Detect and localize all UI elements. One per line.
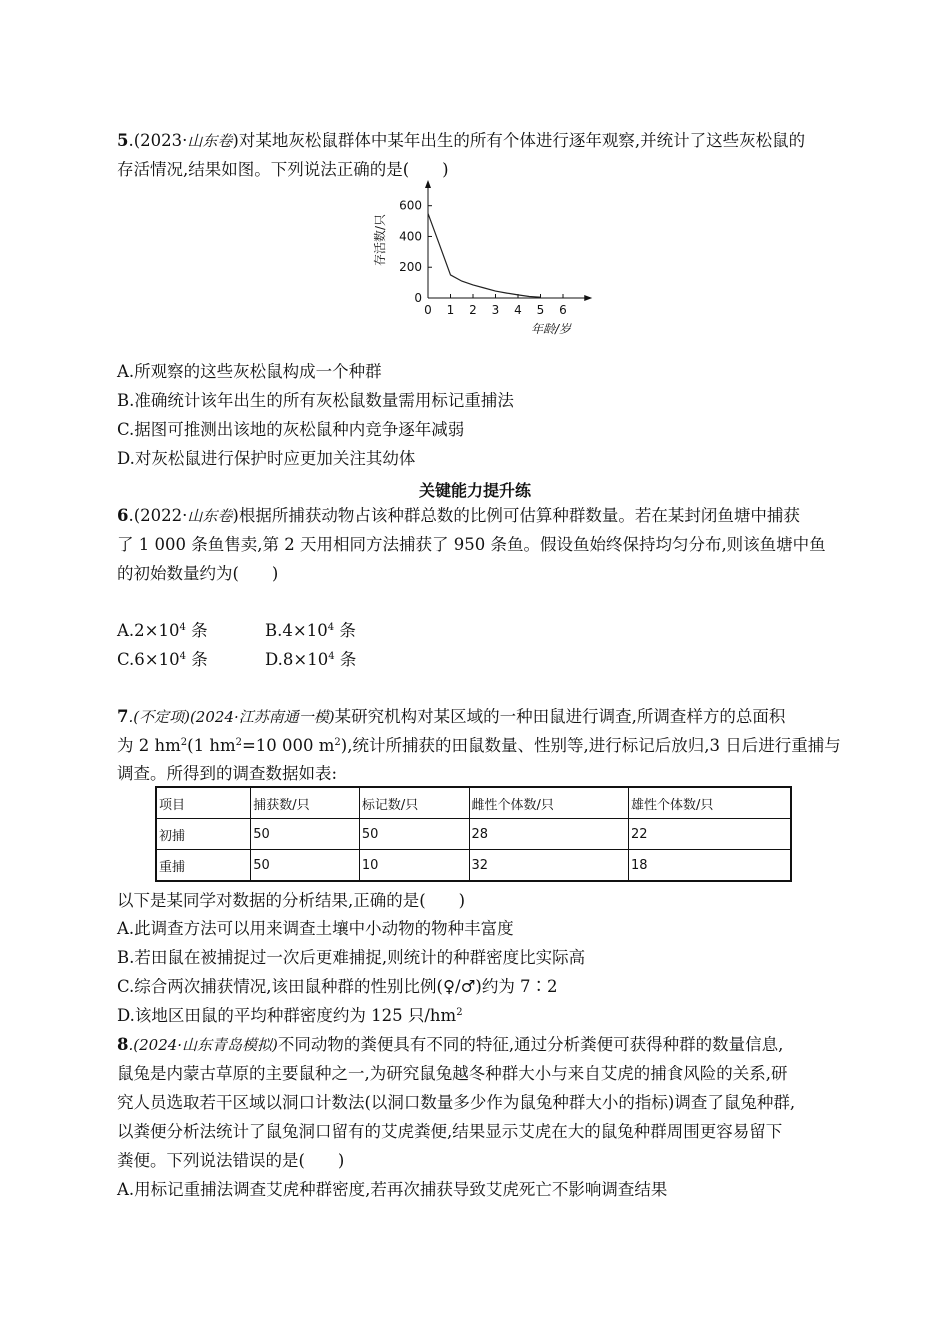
q5-source-name: 山东卷 (187, 132, 233, 150)
q8-line-1 (117, 1034, 783, 1056)
q8-line-4: 以粪便分析法统计了鼠兔洞口留有的艾虎粪便,结果显示艾虎在大的鼠兔种群周围更容易留下 (117, 1122, 783, 1141)
y-tick-label: 0 (414, 291, 422, 305)
y-axis-arrow (425, 180, 431, 188)
q6-option-b-exp: 4 (327, 622, 335, 633)
q7-line-3: 调查。所得到的调查数据如表: (117, 764, 338, 783)
table-header-cell: 雌性个体数/只 (469, 787, 628, 819)
q6-option-b-unit: 条 (334, 621, 356, 640)
table-cell: 10 (359, 850, 469, 882)
table-header-cell: 项目 (156, 787, 251, 819)
q5-line-2: 存活情况,结果如图。下列说法正确的是( ) (117, 160, 449, 179)
q8-line-3: 究人员选取若干区域以洞口计数法(以洞口数量多少作为鼠兔种群大小的指标)调查了鼠兔种群, (117, 1093, 796, 1112)
q7-after-table: 以下是某同学对数据的分析结果,正确的是( ) (117, 891, 466, 910)
q5-source-open: .(2023· (128, 131, 188, 150)
q6-option-d-unit: 条 (334, 650, 357, 669)
table-row (156, 819, 791, 850)
q6-source-open: .(2022· (128, 506, 188, 525)
table-cell: 50 (359, 819, 469, 850)
x-axis-arrow (584, 295, 592, 301)
q6-line-1 (117, 505, 800, 527)
q8-line-5: 粪便。下列说法错误的是( ) (117, 1151, 345, 1170)
q7-stem-1: 某研究机构对某区域的一种田鼠进行调查,所调查样方的总面积 (334, 707, 786, 726)
q7-option-d-text: D.该地区田鼠的平均种群密度约为 125 只/hm (117, 1006, 457, 1025)
q6-option-d-exp: 4 (328, 651, 335, 662)
q6-line-3: 的初始数量约为( ) (117, 564, 279, 583)
chart-series (428, 213, 541, 297)
x-axis-label: 年龄/岁 (530, 322, 571, 336)
q6-option-d (265, 649, 356, 671)
q6-stem-1: )根据所捕获动物占该种群总数的比例可估算种群数量。若在某封闭鱼塘中捕获 (232, 506, 800, 525)
table-row (156, 850, 791, 882)
q6-option-b-base: B.4×10 (265, 621, 328, 640)
q6-option-c-exp: 4 (179, 651, 186, 662)
q7-m: =10 000 m (241, 736, 335, 755)
q8-line-2: 鼠兔是内蒙古草原的主要鼠种之一,为研究鼠兔越冬种群大小与来自艾虎的捕食风险的关系,研 (117, 1064, 788, 1083)
x-tick-label: 5 (536, 303, 545, 317)
chart-axes (425, 180, 592, 301)
q5-stem-1: )对某地灰松鼠群体中某年出生的所有个体进行逐年观察,并统计了这些灰松鼠的 (232, 131, 806, 150)
q6-option-a-unit: 条 (185, 621, 208, 640)
table-cell: 初捕 (156, 819, 251, 850)
q7-line-1 (117, 706, 785, 728)
q6-option-a-exp: 4 (179, 622, 186, 633)
table-cell: 重捕 (156, 850, 251, 882)
table-cell: 32 (469, 850, 628, 882)
q5-option-b: B.准确统计该年出生的所有灰松鼠数量需用标记重捕法 (117, 391, 514, 410)
q7-sup-b: 2 (235, 737, 242, 748)
survival-line (428, 213, 541, 297)
q7-source: .(不定项)(2024·江苏南通一模) (128, 708, 335, 726)
survey-table (155, 786, 792, 882)
x-tick-label: 2 (469, 303, 477, 317)
survival-chart (360, 180, 610, 340)
q8-number: 8 (117, 1035, 129, 1054)
q5-option-d: D.对灰松鼠进行保护时应更加关注其幼体 (117, 449, 416, 468)
table-cell: 18 (629, 850, 792, 882)
q7-hm: (1 hm (187, 736, 236, 755)
x-tick-label: 1 (446, 303, 455, 317)
q7-area: 为 2 hm (117, 736, 181, 755)
q7-option-b: B.若田鼠在被捕捉过一次后更难捕捉,则统计的种群密度比实际高 (117, 948, 586, 967)
q5-line-1 (117, 130, 805, 152)
q7-option-d-sup: 2 (456, 1007, 463, 1018)
x-tick-label: 3 (491, 303, 500, 317)
q5-option-c: C.据图可推测出该地的灰松鼠种内竞争逐年减弱 (117, 420, 465, 439)
table-header-cell: 雄性个体数/只 (629, 787, 792, 819)
x-tick-label: 6 (559, 303, 567, 317)
section-title: 关键能力提升练 (418, 481, 531, 500)
table-cell: 28 (469, 819, 628, 850)
q7-sup-c: 2 (334, 737, 341, 748)
q7-option-a: A.此调查方法可以用来调查土壤中小动物的物种丰富度 (117, 919, 514, 938)
q6-option-c (117, 649, 208, 671)
q6-option-a-base: A.2×10 (117, 621, 180, 640)
q8-source: .(2024·山东青岛模拟) (128, 1036, 278, 1054)
table-header-row (156, 787, 791, 819)
y-tick-label: 400 (399, 229, 422, 244)
q7-option-d (117, 1005, 463, 1027)
x-tick-label: 4 (514, 303, 522, 317)
q8-option-a: A.用标记重捕法调查艾虎种群密度,若再次捕获导致艾虎死亡不影响调查结果 (117, 1180, 668, 1199)
q6-option-d-base: D.8×10 (265, 650, 329, 669)
q6-line-2: 了 1 000 条鱼售卖,第 2 天用相同方法捕获了 950 条鱼。假设鱼始终保持均匀分布,则该鱼塘中鱼 (117, 535, 826, 554)
table-cell: 50 (251, 850, 360, 882)
q7-stem-2: ),统计所捕获的田鼠数量、性别等,进行标记后放归,3 日后进行重捕与 (340, 736, 841, 755)
q5-option-a: A.所观察的这些灰松鼠构成一个种群 (117, 362, 382, 381)
y-tick-label: 200 (399, 260, 422, 275)
q8-stem-1: 不同动物的粪便具有不同的特征,通过分析粪便可获得种群的数量信息, (277, 1035, 784, 1054)
q6-number: 6 (117, 506, 129, 525)
chart-ticks (372, 199, 573, 336)
q6-option-c-base: C.6×10 (117, 650, 180, 669)
q7-option-c: C.综合两次捕获情况,该田鼠种群的性别比例(♀/♂)约为 7∶2 (117, 977, 558, 996)
table-header-cell: 捕获数/只 (251, 787, 360, 819)
table-cell: 50 (251, 819, 360, 850)
q7-number: 7 (117, 707, 129, 726)
q6-source-name: 山东卷 (187, 507, 233, 525)
q5-number: 5 (117, 131, 129, 150)
q7-line-2 (117, 735, 841, 757)
table-cell: 22 (629, 819, 792, 850)
q6-option-a (117, 620, 208, 642)
q7-sup-a: 2 (180, 737, 188, 748)
q6-option-c-unit: 条 (185, 650, 208, 669)
x-tick-label: 0 (424, 303, 432, 317)
q6-option-b (265, 620, 356, 642)
table-header-cell: 标记数/只 (359, 787, 469, 819)
y-tick-label: 600 (399, 198, 422, 213)
y-axis-label: 存活数/只 (373, 213, 387, 267)
